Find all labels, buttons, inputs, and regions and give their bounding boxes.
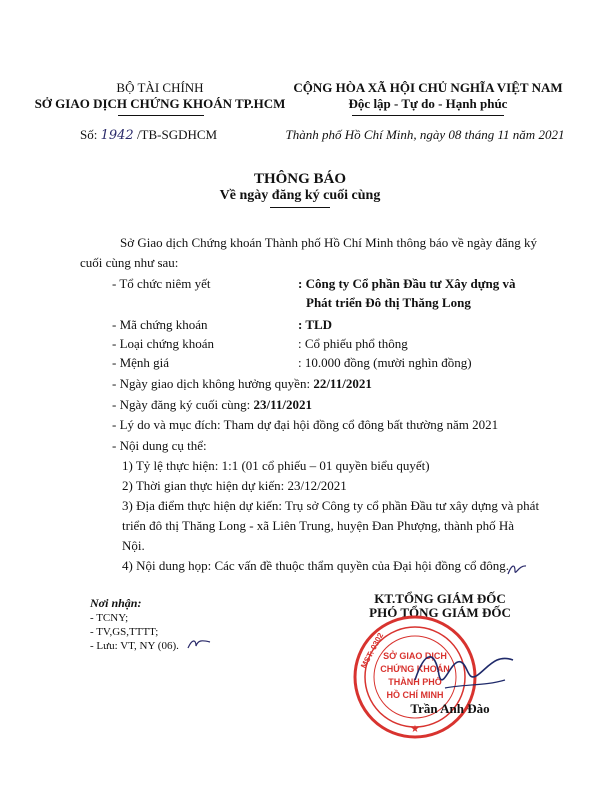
- stock-code-value: : TLD: [298, 317, 333, 332]
- subtitle-underline: [270, 207, 330, 208]
- stamp-line-4: HỒ CHÍ MINH: [386, 690, 444, 700]
- place-date: Thành phố Hồ Chí Minh, ngày 08 tháng 11 năm 2021: [285, 127, 565, 142]
- security-type-value: : Cổ phiếu phổ thông: [298, 336, 408, 351]
- recipient-line-3: - Lưu: VT, NY (06).: [90, 640, 179, 652]
- par-value-label: - Mệnh giá: [112, 355, 170, 370]
- security-type-label: - Loại chứng khoán: [112, 336, 214, 351]
- recipients-title: Nơi nhận:: [90, 596, 142, 610]
- notice-subtitle: Về ngày đăng ký cuối cùng: [219, 188, 381, 203]
- motto-underline: [352, 115, 504, 116]
- listed-org-label: - Tổ chức niêm yết: [112, 276, 211, 291]
- nation-motto: Độc lập - Tự do - Hạnh phúc: [348, 96, 508, 111]
- purpose-line: - Lý do và mục đích: Tham dự đại hội đồng cổ đông bất thường năm 2021: [112, 417, 499, 432]
- document-number-prefix: Số:: [80, 127, 98, 142]
- signature-title-2: PHÓ TỔNG GIÁM ĐỐC: [369, 605, 511, 620]
- content-item-agenda: 4) Nội dung họp: Các vấn đề thuộc thẩm quyền của Đại hội đồng cổ đông.: [122, 558, 510, 573]
- stamp-line-3: THÀNH PHỐ: [388, 677, 442, 687]
- nation-name: CỘNG HÒA XÃ HỘI CHỦ NGHĨA VIỆT NAM: [293, 80, 563, 95]
- content-label: - Nội dung cụ thể:: [112, 438, 207, 453]
- ex-date-label: - Ngày giao dịch không hưởng quyền:: [112, 376, 311, 391]
- document-number-handwritten: 1942: [100, 128, 134, 143]
- signer-name: Trần Anh Đào: [410, 701, 490, 716]
- content-item-venue-3: Nội.: [122, 538, 145, 553]
- handwritten-signature: [405, 640, 525, 700]
- ministry-name: BỘ TÀI CHÍNH: [116, 80, 204, 95]
- signature-title-1: KT.TỔNG GIÁM ĐỐC: [374, 591, 506, 606]
- recipient-line-1: - TCNY;: [90, 612, 129, 624]
- listed-org-value-2: Phát triển Đô thị Thăng Long: [306, 295, 471, 310]
- intro-line-2: cuối cùng như sau:: [80, 255, 179, 270]
- recipient-line-2: - TV,GS,TTTT;: [90, 626, 159, 638]
- issuer-name: SỞ GIAO DỊCH CHỨNG KHOÁN TP.HCM: [34, 96, 286, 111]
- initials-mark: [506, 562, 528, 578]
- stock-code-label: - Mã chứng khoán: [112, 317, 208, 332]
- record-date-label: - Ngày đăng ký cuối cùng:: [112, 397, 251, 412]
- par-value-value: : 10.000 đồng (mười nghìn đồng): [298, 355, 472, 370]
- record-date-value: 23/11/2021: [253, 397, 313, 412]
- stamp-ring-text: MST: 0302: [359, 631, 386, 670]
- intro-line-1: Sở Giao dịch Chứng khoán Thành phố Hồ Chí Minh thông báo về ngày đăng ký: [120, 235, 538, 250]
- listed-org-value-1: : Công ty Cổ phần Đầu tư Xây dựng và: [298, 276, 516, 291]
- recipient-initials-mark: [186, 636, 212, 652]
- record-date-row: [112, 397, 312, 413]
- svg-text:★: ★: [410, 724, 420, 735]
- notice-title: THÔNG BÁO: [253, 171, 347, 187]
- issuer-underline: [118, 115, 204, 116]
- document-number-suffix: /TB-SGDHCM: [136, 127, 218, 142]
- content-item-time: 2) Thời gian thực hiện dự kiến: 23/12/2021: [122, 478, 347, 493]
- content-item-ratio: 1) Tỷ lệ thực hiện: 1:1 (01 cổ phiếu – 01 quyền biểu quyết): [122, 458, 430, 473]
- document-number: [80, 127, 217, 143]
- stamp-line-1: SỞ GIAO DỊCH: [383, 651, 447, 661]
- stamp-line-2: CHỨNG KHOÁN: [380, 664, 450, 674]
- content-item-venue-1: 3) Địa điểm thực hiện dự kiến: Trụ sở Công ty cổ phần Đầu tư xây dựng và phát: [122, 498, 540, 513]
- ex-date-value: 22/11/2021: [313, 376, 372, 391]
- content-item-venue-2: triển đô thị Thăng Long - xã Liên Trung, huyện Đan Phượng, thành phố Hà: [122, 518, 515, 533]
- ex-date-row: [112, 376, 372, 392]
